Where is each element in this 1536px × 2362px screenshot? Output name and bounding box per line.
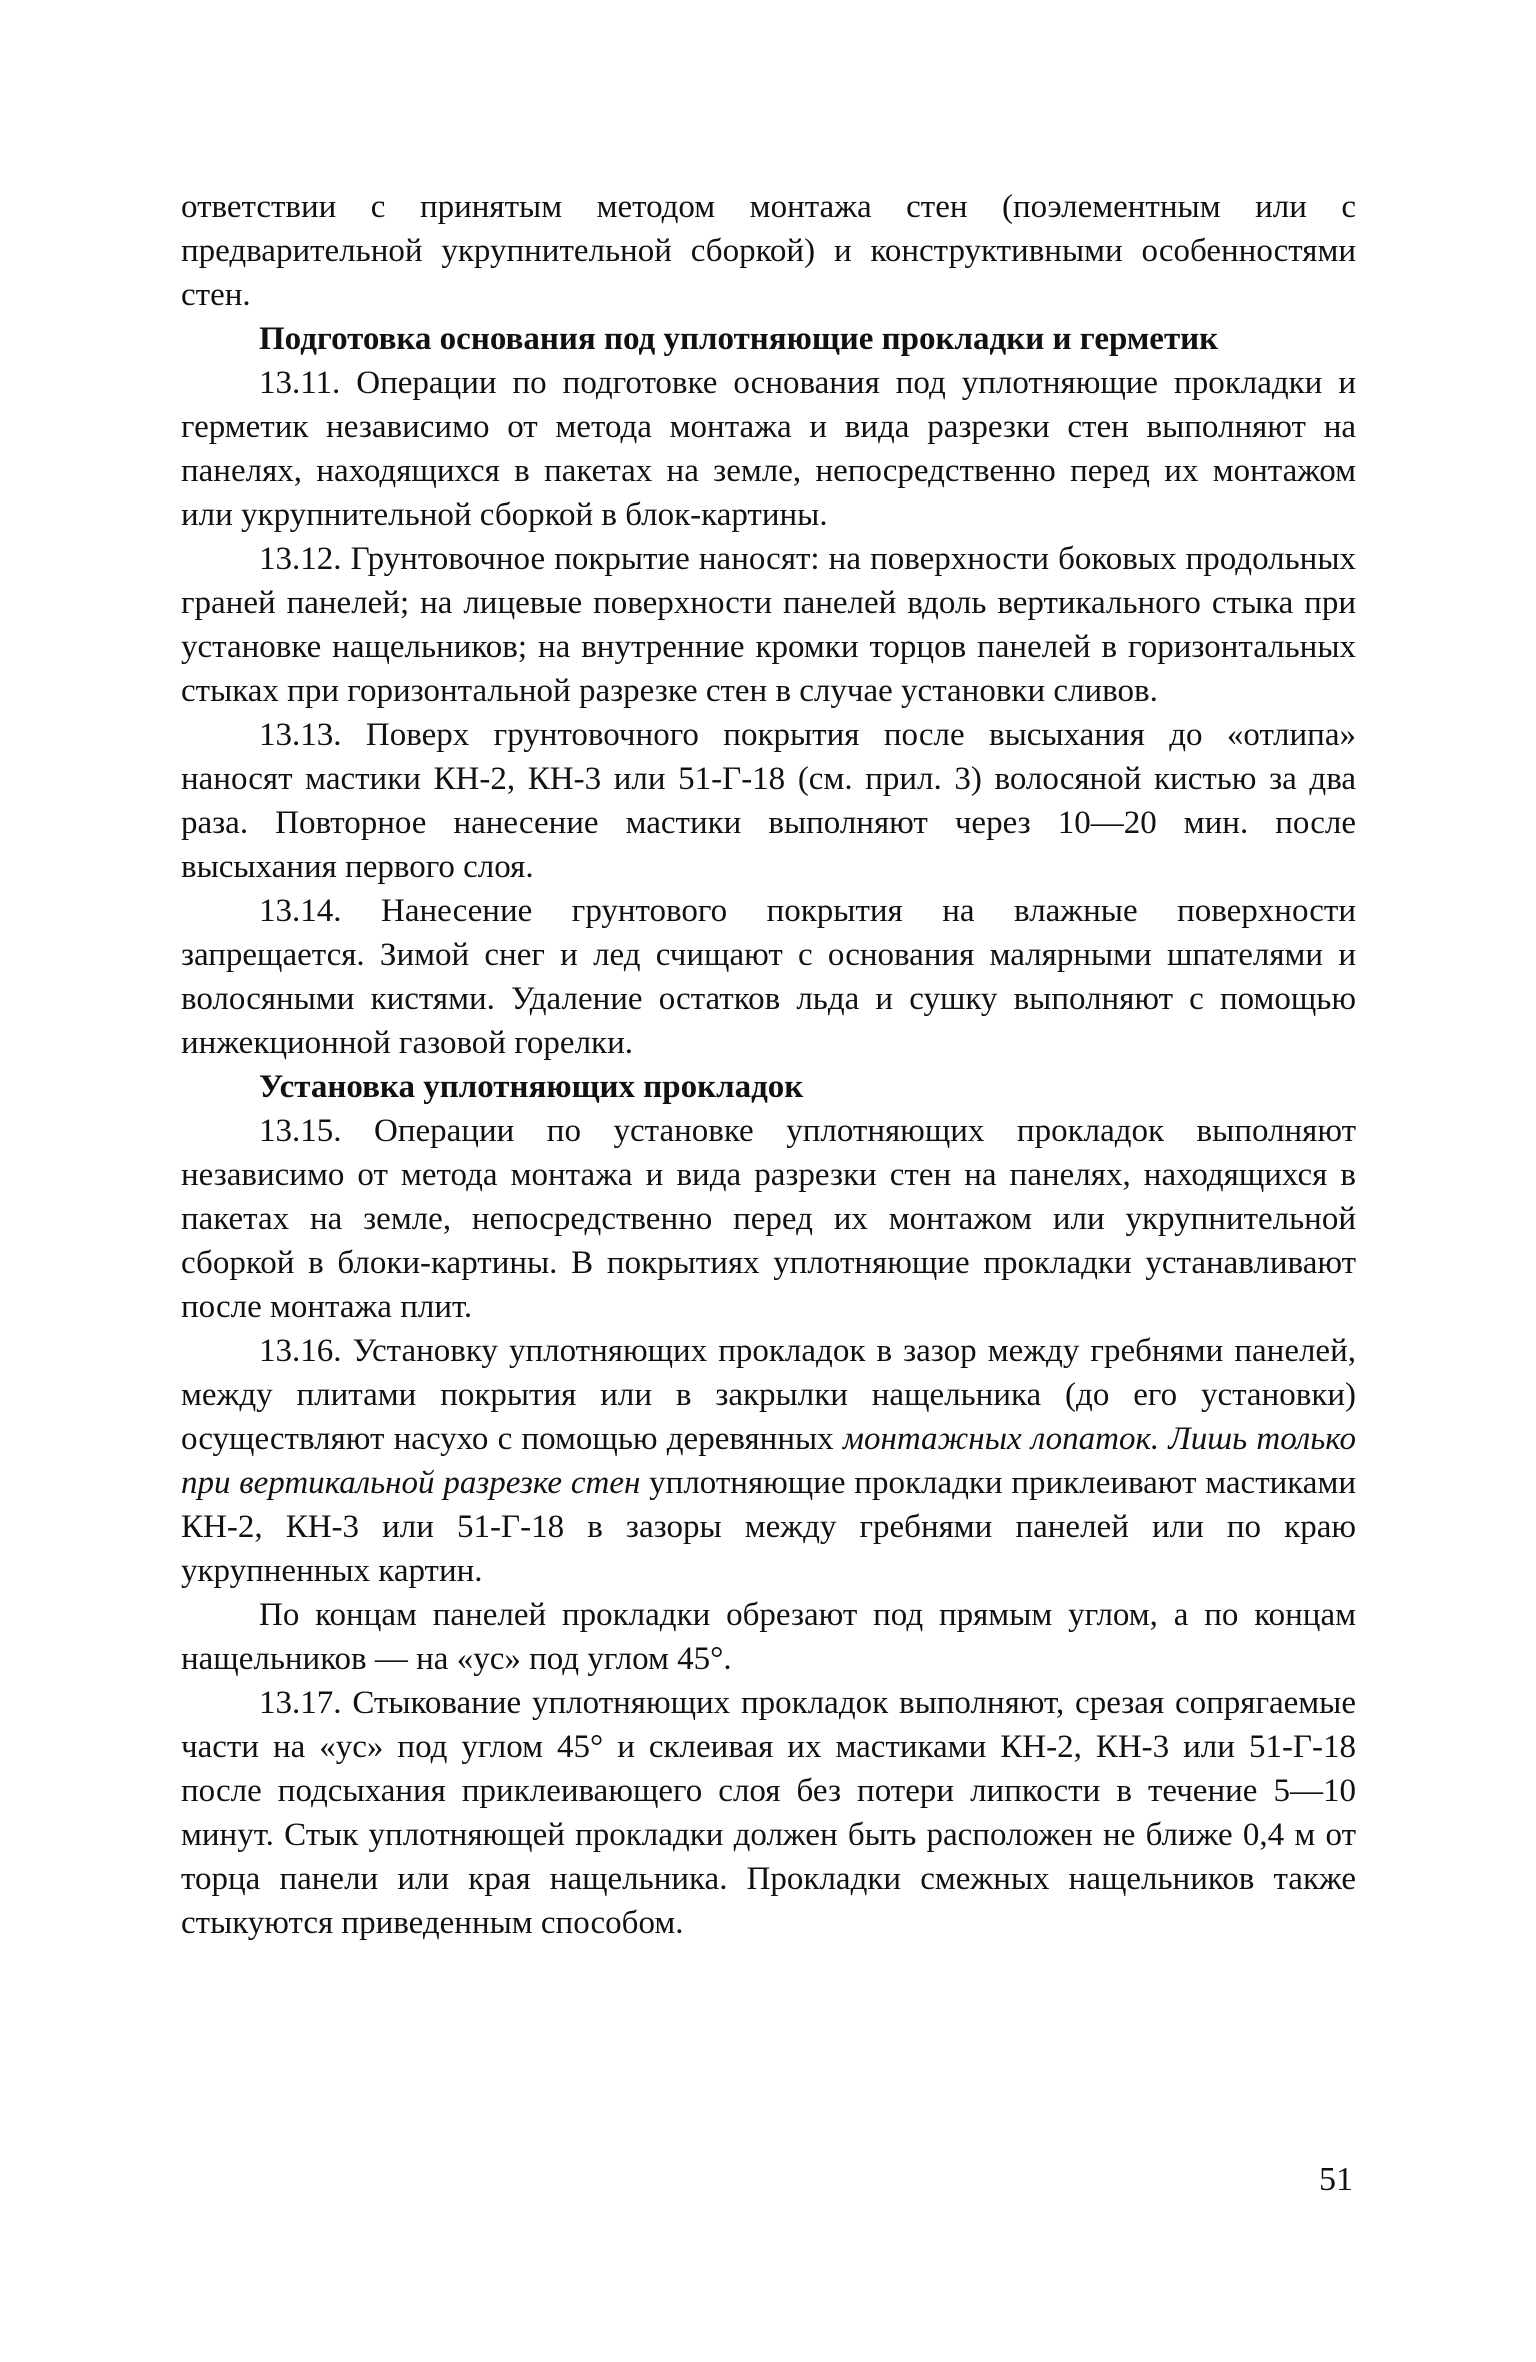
page-number: 51 xyxy=(1319,2161,1353,2198)
paragraph-13-17: 13.17. Стыкование уплотняющих прокладок выполняют, срезая сопрягаемые части на «ус» под углом 45° и склеивая их мастиками КН-2, КН-3 или 51-Г-18 после подсыхания приклеивающего слоя без потери липкости в течение 5—10 минут. Стык уплотняющей прокладки должен быть расположен не ближе 0,4 м от торца панели или края нащельника. Прокладки смежных нащельников также стыкуются приведенным способом. xyxy=(181,1685,1356,1941)
paragraph-13-16 xyxy=(181,1329,1356,1593)
paragraph-gasket-ends: По концам панелей прокладки обрезают под прямым углом, а по концам нащельников — на «ус» под углом 45°. xyxy=(181,1597,1356,1677)
section-heading-base-preparation: Подготовка основания под уплотняющие прокладки и герметик xyxy=(259,321,1219,357)
paragraph-13-16-part-a: 13.16. Установку уплотняющих прокладок в зазор между гребнями панелей, между плитами покрытия или в закрылки нащельника (до его установки) осуществляют насухо с помощью деревянных xyxy=(181,1333,1356,1457)
paragraph-13-13: 13.13. Поверх грунтовочного покрытия после высыхания до «отлипа» наносят мастики КН-2, КН-3 или 51-Г-18 (см. прил. 3) волосяной кистью за два раза. Повторное нанесение мастики выполняют через 10—20 мин. после высыхания первого слоя. xyxy=(181,717,1356,885)
document-page xyxy=(181,185,1356,1945)
paragraph-13-11: 13.11. Операции по подготовке основания под уплотняющие прокладки и герметик независимо от метода монтажа и вида разрезки стен выполняют на панелях, находящихся в пакетах на земле, непосредственно перед их монтажом или укрупнительной сборкой в блок-картины. xyxy=(181,365,1356,533)
paragraph-13-14: 13.14. Нанесение грунтового покрытия на влажные поверхности запрещается. Зимой снег и лед счищают с основания малярными шпателями и волосяными кистями. Удаление остатков льда и сушку выполняют с помощью инжекционной газовой горелки. xyxy=(181,893,1356,1061)
paragraph-13-16-italic: монтажных лопаток. Лишь только при вертикальной разрезке стен xyxy=(181,1421,1356,1501)
paragraph-continuation: ответствии с принятым методом монтажа стен (поэлементным или с предварительной укрупнительной сборкой) и конструктивными особенностями стен. xyxy=(181,189,1356,313)
paragraph-13-16-part-b: уплотняющие прокладки приклеивают мастиками КН-2, КН-3 или 51-Г-18 в зазоры между гребнями панелей или по краю укрупненных картин. xyxy=(181,1465,1356,1589)
section-heading-gasket-installation: Установка уплотняющих прокладок xyxy=(259,1069,804,1105)
paragraph-13-12: 13.12. Грунтовочное покрытие наносят: на поверхности боковых продольных граней панелей; на лицевые поверхности панелей вдоль вертикального стыка при установке нащельников; на внутренние кромки торцов панелей в горизонтальных стыках при горизонтальной разрезке стен в случае установки сливов. xyxy=(181,541,1356,709)
paragraph-13-15: 13.15. Операции по установке уплотняющих прокладок выполняют независимо от метода монтажа и вида разрезки стен на панелях, находящихся в пакетах на земле, непосредственно перед их монтажом или укрупнительной сборкой в блоки-картины. В покрытиях уплотняющие прокладки устанавливают после монтажа плит. xyxy=(181,1113,1356,1325)
